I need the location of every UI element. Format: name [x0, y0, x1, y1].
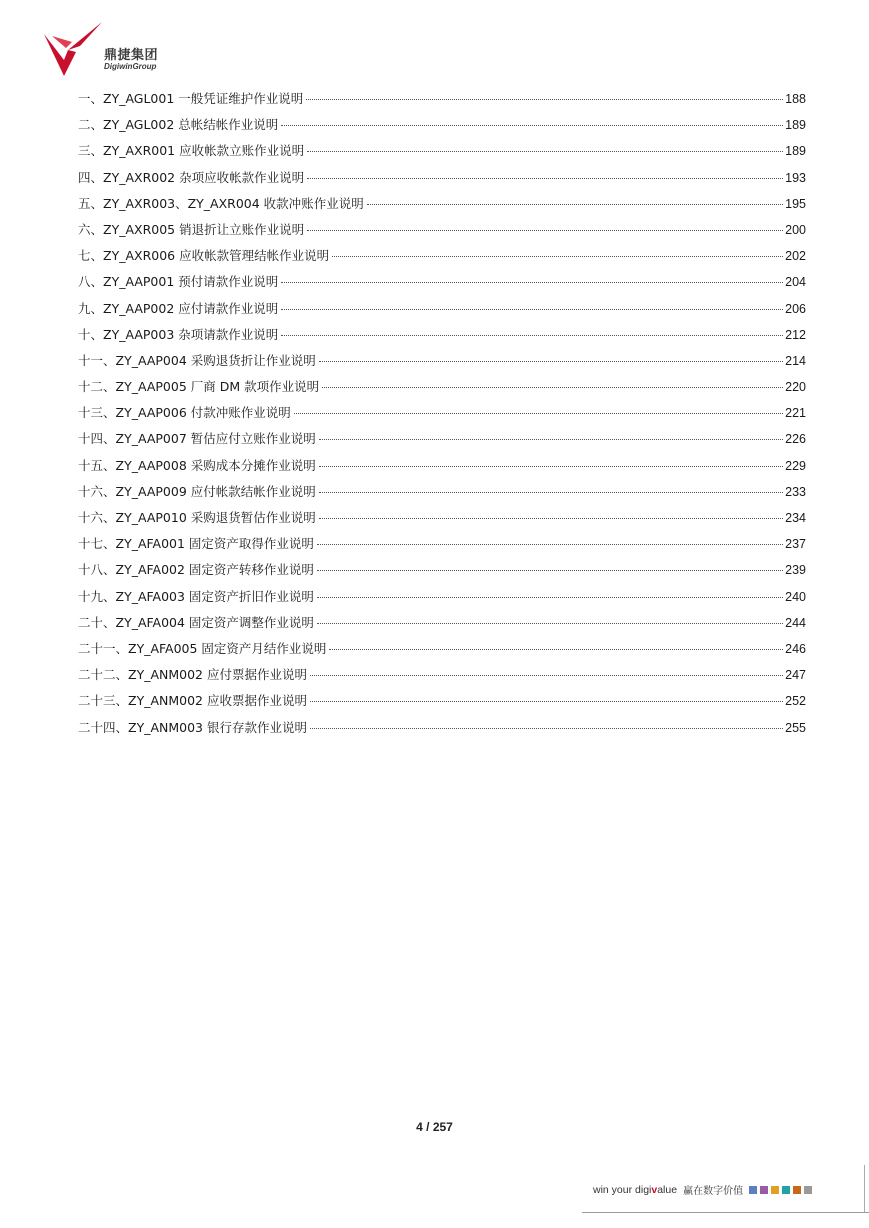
toc-entry-page: 234: [785, 511, 806, 525]
toc-entry[interactable]: [78, 479, 806, 505]
toc-entry-page: 237: [785, 537, 806, 552]
toc-entry-page: 189: [785, 118, 806, 133]
toc-entry-title: 十三、ZY_AAP006 付款冲账作业说明: [78, 405, 291, 421]
toc-entry-page: 247: [785, 668, 806, 683]
toc-entry[interactable]: [78, 348, 806, 374]
toc-dot-leader: [319, 439, 783, 440]
toc-entry-title: 二十二、ZY_ANM002 应付票据作业说明: [78, 667, 307, 683]
toc-entry-page: 212: [785, 327, 806, 342]
toc-dot-leader: [310, 728, 783, 729]
toc-entry-title: 五、ZY_AXR003、ZY_AXR004 收款冲账作业说明: [78, 195, 364, 211]
toc-entry[interactable]: [78, 217, 806, 243]
company-logo: [42, 22, 172, 78]
toc-entry-title: 二十、ZY_AFA004 固定资产调整作业说明: [78, 614, 314, 630]
footer-vertical-rule: [864, 1165, 865, 1212]
toc-dot-leader: [317, 544, 783, 545]
toc-dot-leader: [294, 413, 783, 414]
toc-entry-title: 九、ZY_AAP002 应付请款作业说明: [78, 300, 279, 316]
toc-entry-page: 214: [785, 353, 806, 368]
toc-entry[interactable]: [78, 584, 806, 610]
toc-dot-leader: [306, 99, 783, 100]
color-square: [771, 1186, 779, 1194]
toc-entry[interactable]: [78, 191, 806, 217]
toc-dot-leader: [281, 282, 783, 283]
toc-entry-page: 221: [785, 406, 806, 421]
toc-dot-leader: [322, 387, 783, 388]
toc-entry-page: 204: [785, 275, 806, 290]
toc-entry-title: 三、ZY_AXR001 应收帐款立账作业说明: [78, 143, 305, 159]
toc-entry-page: 255: [785, 720, 806, 735]
toc-entry-title: 十四、ZY_AAP007 暂估应付立账作业说明: [78, 431, 316, 447]
toc-entry-title: 十一、ZY_AAP004 采购退货折让作业说明: [78, 352, 316, 368]
toc-entry[interactable]: [78, 662, 806, 688]
toc-entry-title: 六、ZY_AXR005 销退折让立账作业说明: [78, 221, 305, 237]
toc-entry-title: 二、ZY_AGL002 总帐结帐作业说明: [78, 117, 279, 133]
toc-dot-leader: [332, 256, 783, 257]
toc-entry-page: 246: [785, 641, 806, 656]
toc-entry[interactable]: [78, 296, 806, 322]
slogan-suffix: alue: [657, 1183, 678, 1196]
toc-dot-leader: [281, 125, 783, 126]
toc-entry[interactable]: [78, 453, 806, 479]
toc-entry[interactable]: [78, 138, 806, 164]
logo-mark-icon: [42, 22, 104, 78]
toc-entry[interactable]: [78, 715, 806, 741]
toc-dot-leader: [317, 570, 783, 571]
toc-entry-title: 七、ZY_AXR006 应收帐款管理结帐作业说明: [78, 248, 330, 264]
logo-chinese-name: 鼎捷集团: [104, 48, 159, 63]
toc-entry[interactable]: [78, 112, 806, 138]
toc-entry-title: 十二、ZY_AAP005 厂商 DM 款项作业说明: [78, 379, 320, 395]
toc-entry-title: 十八、ZY_AFA002 固定资产转移作业说明: [78, 562, 314, 578]
color-squares: [749, 1186, 812, 1194]
toc-entry[interactable]: [78, 505, 806, 531]
toc-dot-leader: [317, 597, 783, 598]
toc-dot-leader: [310, 675, 783, 676]
toc-entry-page: 239: [785, 563, 806, 578]
toc-entry[interactable]: [78, 688, 806, 714]
toc-entry-title: 十六、ZY_AAP009 应付帐款结帐作业说明: [78, 483, 316, 499]
toc-dot-leader: [319, 492, 783, 493]
toc-entry-page: 220: [785, 380, 806, 395]
toc-entry[interactable]: [78, 610, 806, 636]
toc-entry[interactable]: [78, 426, 806, 452]
toc-entry-title: 十五、ZY_AAP008 采购成本分摊作业说明: [78, 457, 316, 473]
color-square: [804, 1186, 812, 1194]
toc-entry-page: 195: [785, 196, 806, 211]
toc-entry-title: 一、ZY_AGL001 一般凭证维护作业说明: [78, 91, 304, 106]
toc-entry[interactable]: [78, 243, 806, 269]
toc-entry-page: 206: [785, 301, 806, 316]
toc-entry-page: 244: [785, 615, 806, 630]
toc-entry-page: 240: [785, 589, 806, 604]
toc-entry[interactable]: [78, 322, 806, 348]
toc-entry-page: 200: [785, 222, 806, 237]
toc-entry[interactable]: [78, 86, 806, 112]
toc-entry-page: 233: [785, 484, 806, 499]
logo-english-name: DigiwinGroup: [104, 62, 157, 71]
toc-entry-title: 十六、ZY_AAP010 采购退货暂估作业说明: [78, 510, 316, 525]
slogan-v-mark: v: [651, 1183, 658, 1196]
slogan-chinese: 赢在数字价值: [683, 1186, 744, 1197]
toc-entry-page: 226: [785, 432, 806, 447]
toc-entry[interactable]: [78, 374, 806, 400]
toc-entry-title: 十七、ZY_AFA001 固定资产取得作业说明: [78, 536, 314, 552]
toc-entry[interactable]: [78, 557, 806, 583]
toc-entry-title: 二十一、ZY_AFA005 固定资产月结作业说明: [78, 640, 327, 656]
toc-entry-title: 二十四、ZY_ANM003 银行存款作业说明: [78, 719, 307, 735]
toc-dot-leader: [329, 649, 783, 650]
toc-dot-leader: [307, 178, 783, 179]
toc-entry[interactable]: [78, 636, 806, 662]
toc-entry[interactable]: [78, 269, 806, 295]
toc-dot-leader: [281, 335, 783, 336]
toc-dot-leader: [317, 623, 783, 624]
toc-dot-leader: [281, 309, 783, 310]
toc-dot-leader: [307, 230, 783, 231]
footer-slogan: [593, 1182, 812, 1197]
toc-dot-leader: [319, 466, 783, 467]
toc-entry[interactable]: [78, 400, 806, 426]
color-square: [749, 1186, 757, 1194]
toc-dot-leader: [307, 151, 783, 152]
toc-entry-title: 八、ZY_AAP001 预付请款作业说明: [78, 274, 279, 290]
toc-dot-leader: [310, 701, 783, 702]
table-of-contents: [78, 86, 806, 741]
toc-dot-leader: [367, 204, 783, 205]
toc-entry-page: 188: [785, 92, 806, 106]
color-square: [793, 1186, 801, 1194]
toc-entry-page: 202: [785, 249, 806, 264]
toc-entry-page: 252: [785, 694, 806, 709]
toc-dot-leader: [319, 361, 783, 362]
toc-entry-title: 四、ZY_AXR002 杂项应收帐款作业说明: [78, 169, 305, 185]
toc-entry-page: 193: [785, 170, 806, 185]
color-square: [760, 1186, 768, 1194]
slogan-prefix: win your digi: [593, 1183, 652, 1196]
toc-entry[interactable]: [78, 165, 806, 191]
toc-entry-title: 十九、ZY_AFA003 固定资产折旧作业说明: [78, 588, 314, 604]
toc-entry[interactable]: [78, 531, 806, 557]
toc-dot-leader: [319, 518, 783, 519]
footer-rule: [582, 1212, 869, 1213]
page-number: 4 / 257: [416, 1120, 453, 1134]
toc-entry-page: 229: [785, 458, 806, 473]
color-square: [782, 1186, 790, 1194]
toc-entry-title: 二十三、ZY_ANM002 应收票据作业说明: [78, 693, 307, 709]
toc-entry-page: 189: [785, 144, 806, 159]
toc-entry-title: 十、ZY_AAP003 杂项请款作业说明: [78, 326, 279, 342]
